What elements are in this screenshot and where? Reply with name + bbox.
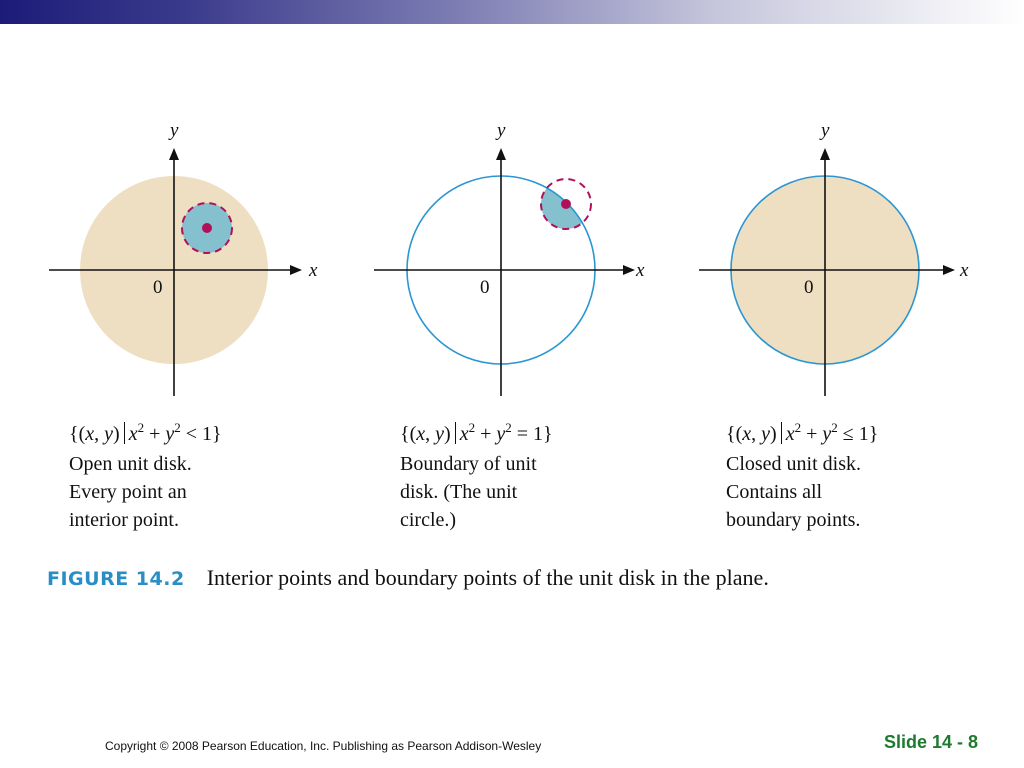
description-line: Open unit disk. (69, 453, 192, 475)
description-line: circle.) (400, 509, 457, 531)
exponent: 2 (794, 420, 802, 435)
boundary-point (561, 199, 571, 209)
header-gradient-bar (0, 0, 1024, 24)
open-disk-diagram (45, 115, 345, 405)
closed-disk-diagram (695, 115, 995, 405)
expr-y: y (496, 423, 506, 445)
set-var-y: y (761, 423, 771, 445)
plus-sign: + (144, 423, 166, 445)
x-axis-arrow (943, 265, 955, 275)
set-comma: , (751, 423, 762, 445)
set-var-x: x (85, 423, 95, 445)
set-paren: ) (770, 423, 777, 445)
origin-label: 0 (153, 277, 163, 298)
relation: = 1} (511, 423, 553, 445)
such-that-bar (455, 422, 456, 444)
exponent: 2 (505, 420, 512, 435)
closed-disk-caption (726, 420, 1006, 534)
figure-text: Interior points and boundary points of the unit disk in the plane. (206, 565, 769, 590)
expr-y: y (822, 423, 832, 445)
interior-point (202, 223, 212, 233)
set-comma: , (425, 423, 436, 445)
x-axis-arrow (290, 265, 302, 275)
description-line: Contains all (726, 481, 823, 503)
slide-number: Slide 14 - 8 (883, 732, 978, 752)
set-var-y: y (104, 423, 114, 445)
exponent: 2 (137, 420, 145, 435)
description-line: Every point an (69, 481, 187, 503)
set-var-x: x (742, 423, 752, 445)
x-axis-label: x (636, 260, 645, 281)
description-line: disk. (The unit (400, 481, 518, 503)
set-paren: ) (444, 423, 451, 445)
x-axis-label: x (960, 260, 969, 281)
origin-label: 0 (804, 277, 814, 298)
set-brace: {( (69, 423, 86, 445)
unit-circle-set-notation (400, 420, 680, 450)
expr-y: y (165, 423, 175, 445)
set-var-y: y (435, 423, 445, 445)
set-brace: {( (726, 423, 743, 445)
unit-circle-caption (400, 420, 680, 534)
expr-x: x (128, 423, 138, 445)
description-line: boundary points. (726, 509, 861, 531)
y-axis-label: y (170, 120, 179, 141)
description-line: Closed unit disk. (726, 453, 862, 475)
y-axis-arrow (496, 148, 506, 160)
y-axis-arrow (169, 148, 179, 160)
origin-label: 0 (480, 277, 490, 298)
exponent: 2 (174, 420, 181, 435)
relation: < 1} (180, 423, 222, 445)
set-brace: {( (400, 423, 417, 445)
closed-disk-set-notation (726, 420, 1006, 450)
set-paren: ) (113, 423, 120, 445)
exponent: 2 (468, 420, 476, 435)
relation: ≤ 1} (837, 423, 879, 445)
plus-sign: + (801, 423, 823, 445)
description-line: interior point. (69, 509, 179, 531)
y-axis-arrow (820, 148, 830, 160)
expr-x: x (785, 423, 795, 445)
x-axis-arrow (623, 265, 635, 275)
set-comma: , (94, 423, 105, 445)
such-that-bar (781, 422, 782, 444)
x-axis-label: x (309, 260, 318, 281)
expr-x: x (459, 423, 469, 445)
y-axis-label: y (821, 120, 830, 141)
unit-circle-diagram (370, 115, 670, 405)
copyright-notice: Copyright © 2008 Pearson Education, Inc. Publishing as Pearson Addison-Wesley (105, 739, 542, 753)
such-that-bar (124, 422, 125, 444)
description-line: Boundary of unit (400, 453, 537, 475)
figure-caption (47, 565, 987, 597)
open-disk-caption (69, 420, 349, 534)
open-disk-set-notation (69, 420, 349, 450)
set-var-x: x (416, 423, 426, 445)
figure-label: FIGURE 14.2 (47, 568, 185, 590)
exponent: 2 (831, 420, 838, 435)
plus-sign: + (475, 423, 497, 445)
y-axis-label: y (497, 120, 506, 141)
